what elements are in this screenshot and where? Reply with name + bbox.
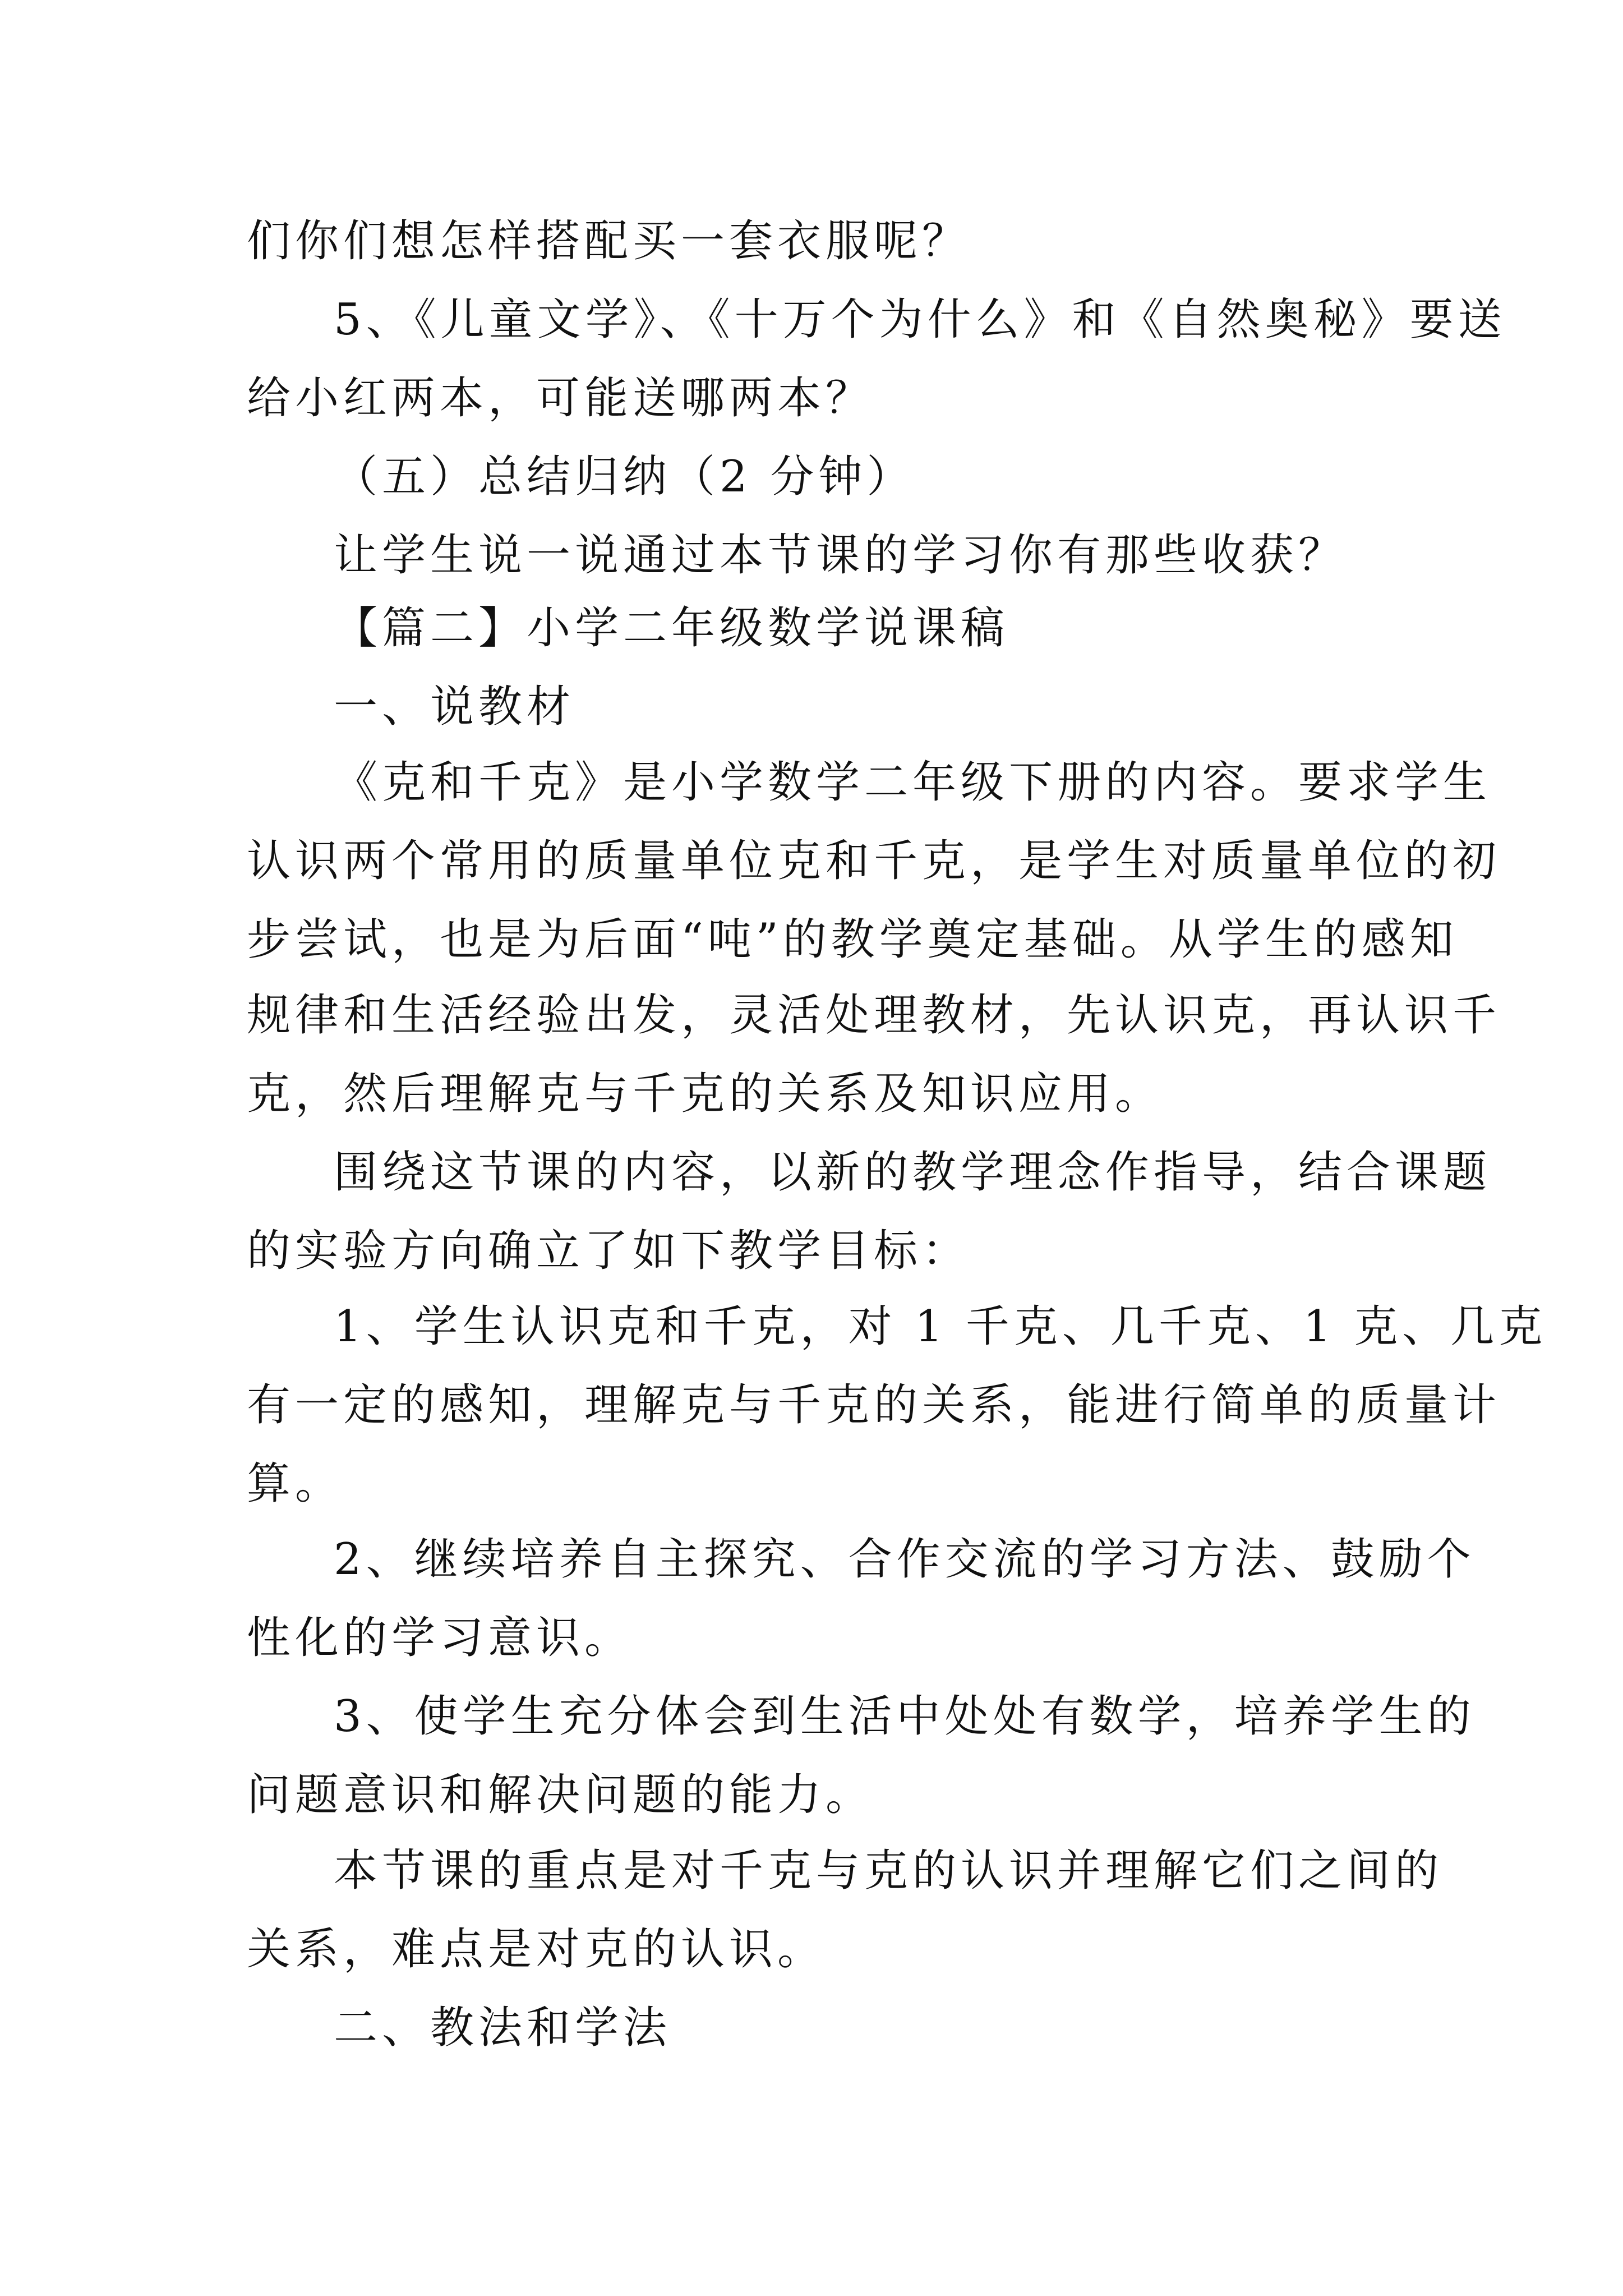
text-line: 算。: [247, 1458, 344, 1509]
text-line: 认识两个常用的质量单位克和千克，是学生对质量单位的初: [247, 836, 1501, 886]
text-line: 规律和生活经验出发，灵活处理教材，先认识克，再认识千: [247, 990, 1501, 1041]
text-line: 5、《儿童文学》、《十万个为什么》和《自然奥秘》要送: [334, 295, 1506, 345]
text-line: 的实验方向确立了如下教学目标：: [247, 1226, 971, 1276]
section-heading: 二、教法和学法: [334, 2003, 672, 2053]
text-line: 本节课的重点是对千克与克的认识并理解它们之间的: [334, 1846, 1444, 1896]
text-line: 围绕这节课的内容，以新的教学理念作指导，结合课题: [334, 1147, 1492, 1198]
text-line: 关系，难点是对克的认识。: [247, 1924, 826, 1975]
section-heading: （五）总结归纳（2 分钟）: [334, 452, 915, 502]
text-line: 2、继续培养自主探究、合作交流的学习方法、鼓励个: [334, 1534, 1476, 1585]
section-heading: 一、说教材: [334, 682, 575, 732]
text-line: 给小红两本，可能送哪两本？: [247, 373, 874, 424]
text-line: 们你们想怎样搭配买一套衣服呢？: [247, 216, 971, 266]
text-line: 步尝试，也是为后面“吨”的教学奠定基础。从学生的感知: [247, 914, 1458, 965]
text-line: 1、学生认识克和千克，对 1 千克、几千克、1 克、几克: [334, 1301, 1547, 1352]
text-line: 有一定的感知，理解克与千克的关系，能进行简单的质量计: [247, 1380, 1501, 1430]
text-line: 让学生说一说通过本节课的学习你有那些收获？: [334, 530, 1347, 581]
text-line: 《克和千克》是小学数学二年级下册的内容。要求学生: [334, 757, 1492, 808]
chapter-heading: 【篇二】小学二年级数学说课稿: [334, 603, 1009, 654]
text-line: 性化的学习意识。: [247, 1613, 633, 1663]
text-line: 克，然后理解克与千克的关系及知识应用。: [247, 1069, 1164, 1119]
text-line: 3、使学生充分体会到生活中处处有数学，培养学生的: [334, 1691, 1476, 1742]
text-line: 问题意识和解决问题的能力。: [247, 1770, 874, 1820]
